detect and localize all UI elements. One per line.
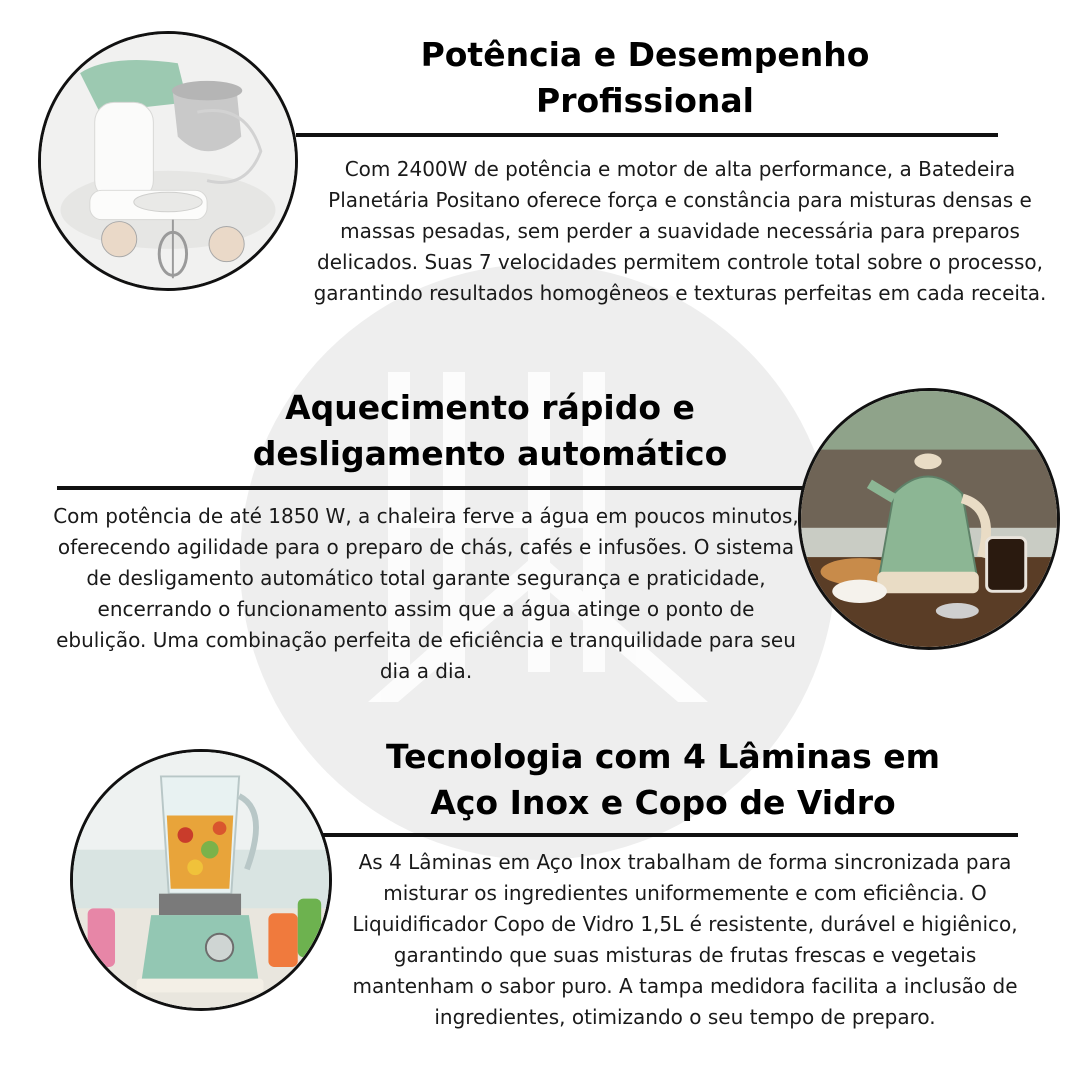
section-3-title-line1: Tecnologia com 4 Lâminas em bbox=[385, 737, 941, 776]
electric-kettle-photo bbox=[798, 388, 1060, 650]
blender-photo bbox=[70, 749, 332, 1011]
section-1-title-line1: Potência e Desempenho bbox=[420, 35, 870, 74]
stand-mixer-photo bbox=[38, 31, 298, 291]
section-3-title-line2: Aço Inox e Copo de Vidro bbox=[430, 783, 896, 822]
section-1-divider bbox=[296, 133, 998, 137]
section-1-title-line2: Profissional bbox=[536, 81, 754, 120]
section-2-paragraph: Com potência de até 1850 W, a chaleira ferve a água em poucos minutos, oferecendo agilidade para o preparo de chás, cafés e infusões. O sistema de desligamento automático total garante segurança e praticidade, encerrando o funcionamento assim que a água atinge o ponto de ebulição. Uma combinação perfeita de eficiência e tranquilidade para seu dia a dia. bbox=[53, 504, 799, 683]
section-1-paragraph: Com 2400W de potência e motor de alta performance, a Batedeira Planetária Positano oferece força e constância para misturas densas e massas pesadas, sem perder a suavidade necessária para preparos delicados. Suas 7 velocidades permitem controle total sobre o processo, garantindo resultados homogêneos e texturas perfeitas em cada receita. bbox=[313, 157, 1047, 305]
section-2-title bbox=[225, 385, 755, 477]
section-1-title bbox=[330, 32, 960, 124]
section-3-paragraph: As 4 Lâminas em Aço Inox trabalham de forma sincronizada para misturar os ingredientes uniformemente e com eficiência. O Liquidificador Copo de Vidro 1,5L é resistente, durável e higiênico, garantindo que suas misturas de frutas frescas e vegetais mantenham o sabor puro. A tampa medidora facilita a inclusão de ingredientes, otimizando o seu tempo de preparo. bbox=[352, 850, 1018, 1029]
section-2-title-line1: Aquecimento rápido e bbox=[285, 388, 695, 427]
section-2-title-line2: desligamento automático bbox=[252, 434, 728, 473]
section-2-divider bbox=[57, 486, 811, 490]
section-3-divider bbox=[322, 833, 1018, 837]
section-3-title bbox=[368, 734, 958, 826]
